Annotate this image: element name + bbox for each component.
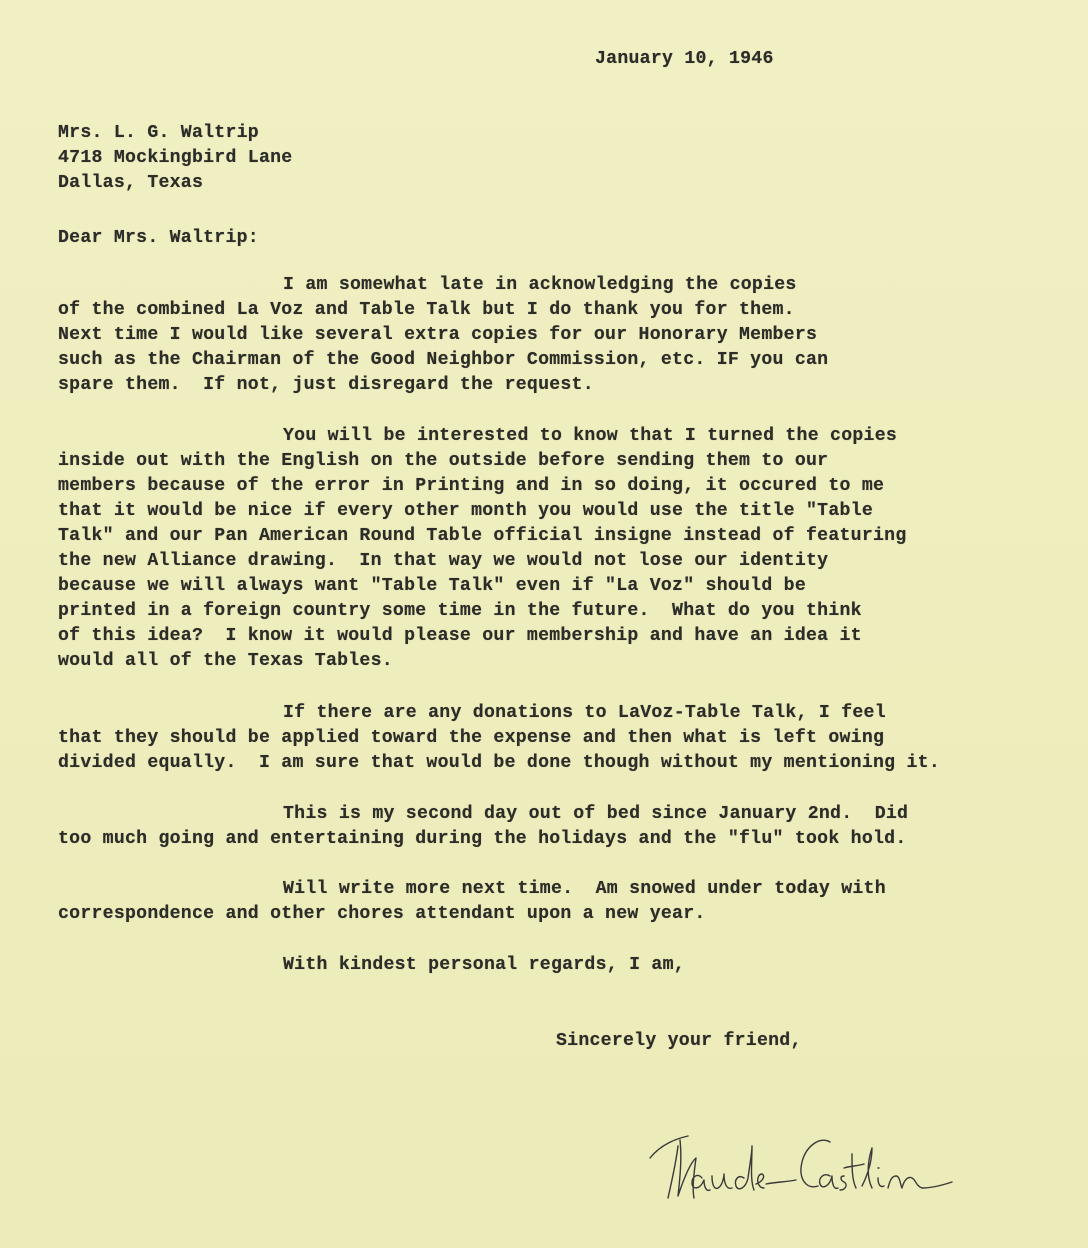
valediction: Sincerely your friend, [556, 1031, 802, 1051]
paragraph-2-line-9: of this idea? I know it would please our membership and have an idea it [58, 626, 862, 646]
handwritten-signature [640, 1118, 990, 1213]
salutation: Dear Mrs. Waltrip: [58, 228, 259, 248]
paragraph-1-line-3: Next time I would like several extra copies for our Honorary Members [58, 325, 818, 345]
letter-date: January 10, 1946 [595, 49, 774, 69]
recipient-name: Mrs. L. G. Waltrip [58, 123, 259, 143]
paragraph-2-line-10: would all of the Texas Tables. [58, 651, 393, 671]
paragraph-1-line-5: spare them. If not, just disregard the request. [58, 375, 594, 395]
paragraph-2-line-4: that it would be nice if every other month you would use the title "Table [58, 501, 873, 521]
paragraph-3-line-1: If there are any donations to LaVoz-Table Talk, I feel [283, 703, 886, 723]
paragraph-4-line-2: too much going and entertaining during the holidays and the "flu" took hold. [58, 829, 907, 849]
paragraph-2-line-1: You will be interested to know that I turned the copies [283, 426, 898, 446]
closing-line: With kindest personal regards, I am, [283, 955, 685, 975]
paragraph-4-line-1: This is my second day out of bed since January 2nd. Did [283, 804, 909, 824]
paragraph-2-line-6: the new Alliance drawing. In that way we would not lose our identity [58, 551, 829, 571]
paragraph-2-line-2: inside out with the English on the outside before sending them to our [58, 451, 829, 471]
paragraph-5-line-1: Will write more next time. Am snowed under today with [283, 879, 886, 899]
paragraph-5-line-2: correspondence and other chores attendant upon a new year. [58, 904, 706, 924]
paragraph-2-line-7: because we will always want "Table Talk" even if "La Voz" should be [58, 576, 807, 596]
paragraph-3-line-2: that they should be applied toward the expense and then what is left owing [58, 728, 885, 748]
paragraph-2-line-3: members because of the error in Printing and in so doing, it occured to me [58, 476, 885, 496]
paragraph-2-line-8: printed in a foreign country some time in the future. What do you think [58, 601, 862, 621]
paragraph-1-line-1: I am somewhat late in acknowledging the copies [283, 275, 797, 295]
paragraph-3-line-3: divided equally. I am sure that would be done though without my mentioning it. [58, 753, 940, 773]
paragraph-1-line-4: such as the Chairman of the Good Neighbor Commission, etc. IF you can [58, 350, 829, 370]
paragraph-2-line-5: Talk" and our Pan American Round Table official insigne instead of featuring [58, 526, 907, 546]
recipient-city: Dallas, Texas [58, 173, 204, 193]
paragraph-1-line-2: of the combined La Voz and Table Talk but I do thank you for them. [58, 300, 795, 320]
recipient-street: 4718 Mockingbird Lane [58, 148, 293, 168]
